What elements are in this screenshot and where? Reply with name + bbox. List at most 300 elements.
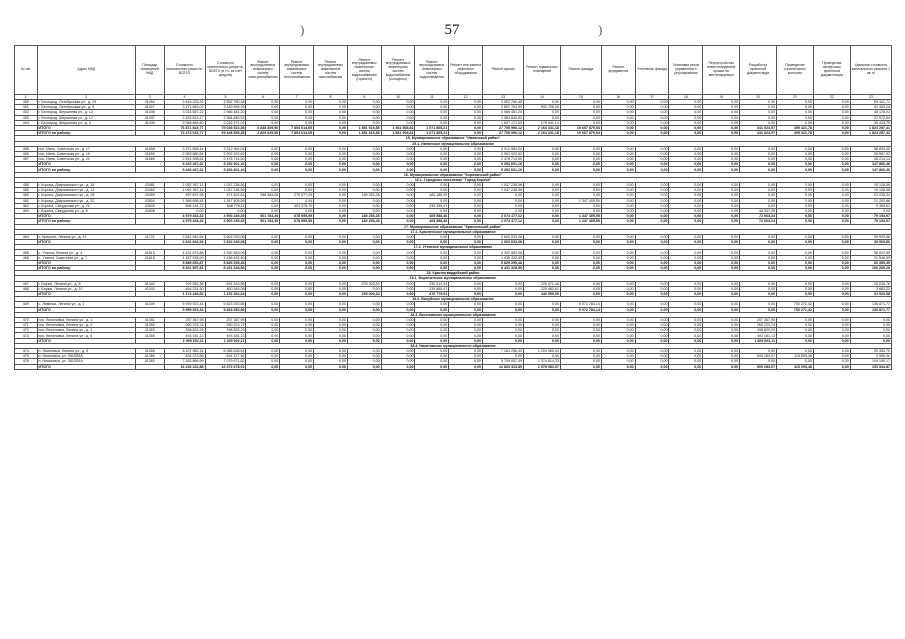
column-header: Ремонт крыши: [483, 46, 524, 95]
table-cell: 41360: [135, 359, 164, 364]
table-cell: 0,00: [635, 281, 669, 286]
table-cell: 0,00: [314, 162, 348, 167]
table-cell: 63 441,71: [850, 100, 891, 105]
table-cell: 0,00: [381, 359, 415, 364]
table-cell: 0,00: [703, 167, 740, 172]
table-cell: 0,00: [314, 338, 348, 343]
table-cell: 41658: [135, 146, 164, 151]
table-cell: 398 829,29: [740, 328, 777, 333]
table-cell: 115 093,48: [777, 364, 814, 369]
table-cell: 0,00: [813, 250, 850, 255]
table-cell: 0,00: [381, 338, 415, 343]
table-cell: 160 188,99: [415, 193, 449, 198]
table-cell: 16 072 678,01: [205, 364, 246, 369]
table-cell: 2 476 714,50: [483, 157, 524, 162]
table-cell: 0,00: [415, 162, 449, 167]
table-cell: 0,00: [740, 260, 777, 265]
table-cell: 0,00: [703, 146, 740, 151]
table-cell: 0,00: [347, 328, 381, 333]
table-cell: 3 912 964,04: [205, 146, 246, 151]
table-cell: 1 861 908,81: [381, 125, 415, 130]
table-cell: 398 829,29: [164, 328, 205, 333]
table-cell: 0,00: [449, 188, 483, 193]
table-cell: 0,00: [381, 146, 415, 151]
table-cell: 3 882,22: [850, 286, 891, 291]
table-cell: 1 368 698,45: [164, 198, 205, 203]
table-cell: 0,00: [560, 162, 601, 167]
table-cell: 0,00: [560, 115, 601, 120]
table-cell: 0,00: [280, 198, 314, 203]
table-cell: 0,00: [777, 110, 814, 115]
table-cell: 0,00: [280, 240, 314, 245]
table-cell: 0,00: [635, 359, 669, 364]
table-cell: 0,00: [703, 219, 740, 224]
table-cell: 0,00: [777, 151, 814, 156]
table-cell: 0,00: [703, 188, 740, 193]
table-cell: 0,00: [280, 302, 314, 307]
table-cell: 0,00: [381, 317, 415, 322]
table-cell: 0,00: [740, 203, 777, 208]
table-cell: 454: [15, 120, 38, 125]
table-cell: 1 374 614,33: [524, 359, 561, 364]
table-cell: ИТОГО: [37, 307, 135, 312]
table-cell: 465: [15, 250, 38, 255]
table-cell: 0,00: [813, 115, 850, 120]
table-cell: 0,00: [560, 120, 601, 125]
table-cell: 0,00: [415, 105, 449, 110]
table-cell: г. Короча, Дзержинского ул., д. 32: [37, 198, 135, 203]
column-number: 2: [37, 95, 135, 100]
table-cell: 0,00: [246, 157, 280, 162]
column-number: 8: [314, 95, 348, 100]
table-cell: 153 544,87: [850, 364, 891, 369]
table-cell: 495 421,78: [777, 125, 814, 130]
table-cell: 0,00: [524, 219, 561, 224]
table-cell: 0,00: [347, 167, 381, 172]
table-cell: 41359: [135, 354, 164, 359]
table-cell: 0,00: [314, 110, 348, 115]
table-cell: 0,00: [246, 364, 280, 369]
column-number: 14: [524, 95, 561, 100]
table-cell: 509 284,07: [740, 354, 777, 359]
table-cell: 0,00: [813, 219, 850, 224]
column-header: Ремонт подвальных помещений: [524, 46, 561, 95]
table-cell: 0,00: [381, 281, 415, 286]
table-cell: 0,00: [560, 110, 601, 115]
table-cell: 275 577,29: [280, 193, 314, 198]
table-cell: 0,00: [280, 359, 314, 364]
table-cell: 0,00: [381, 100, 415, 105]
table-cell: 0,00: [635, 208, 669, 213]
table-cell: 0,00: [703, 203, 740, 208]
table-cell: [135, 364, 164, 369]
table-cell: 0,00: [703, 255, 740, 260]
table-cell: 469: [15, 302, 38, 307]
table-cell: 0,00: [740, 151, 777, 156]
table-cell: 0,00: [703, 115, 740, 120]
table-cell: 0,00: [449, 219, 483, 224]
column-number: 19: [703, 95, 740, 100]
table-cell: г. Короча, Свердлова ул., д. 76: [37, 203, 135, 208]
table-cell: 0,00: [449, 105, 483, 110]
table-cell: 0,00: [415, 328, 449, 333]
table-cell: 750 271,42: [777, 307, 814, 312]
table-cell: 41353: [135, 328, 164, 333]
table-cell: 9 292 601,16: [205, 167, 246, 172]
table-cell: 0,00: [669, 307, 703, 312]
table-cell: 0,00: [669, 333, 703, 338]
table-cell: 41437: [135, 115, 164, 120]
table-cell: 0,00: [635, 302, 669, 307]
table-cell: 0,00: [740, 183, 777, 188]
table-cell: 0,00: [314, 250, 348, 255]
table-cell: 0,00: [601, 359, 635, 364]
column-header: Адрес МКД: [37, 46, 135, 95]
table-cell: 0,00: [449, 328, 483, 333]
table-cell: 0,00: [813, 157, 850, 162]
table-cell: 0,00: [777, 328, 814, 333]
table-cell: 0,00: [669, 286, 703, 291]
table-cell: 0,00: [560, 349, 601, 354]
table-cell: пос. Ивня, Советская ул., д. 19: [37, 151, 135, 156]
table-cell: 0,00: [669, 146, 703, 151]
table-cell: 0,00: [813, 260, 850, 265]
table-cell: 0,00: [246, 203, 280, 208]
table-cell: 0,00: [381, 333, 415, 338]
table-cell: 41343: [135, 286, 164, 291]
table-cell: 0,00: [601, 333, 635, 338]
table-cell: 0,00: [703, 281, 740, 286]
section-title: 18.2. Валуйское муниципальное образование: [15, 297, 892, 302]
table-cell: 0,00: [449, 162, 483, 167]
table-cell: 0,00: [601, 266, 635, 271]
table-cell: 0,00: [246, 359, 280, 364]
table-cell: 0,00: [560, 193, 601, 198]
table-cell: 0,00: [560, 250, 601, 255]
table-cell: 0,00: [314, 183, 348, 188]
table-cell: 0,00: [560, 317, 601, 322]
table-cell: 0,00: [560, 157, 601, 162]
table-cell: 7 854 614,65: [280, 131, 314, 136]
table-cell: 0,00: [740, 193, 777, 198]
table-cell: 15 128,58: [850, 188, 891, 193]
table-cell: 0,00: [635, 333, 669, 338]
table-body: [15, 95, 892, 370]
table-cell: пос. Веселовка, Ленина ул., д. 2: [37, 323, 135, 328]
table-cell: 0,00: [524, 193, 561, 198]
table-cell: 0,00: [703, 110, 740, 115]
column-number: 11: [415, 95, 449, 100]
table-cell: 0,00: [560, 146, 601, 151]
table-cell: 0,00: [314, 255, 348, 260]
table-cell: 398 829,29: [205, 328, 246, 333]
table-cell: 9 440 467,62: [164, 162, 205, 167]
table-cell: 471: [15, 323, 38, 328]
table-cell: 0,00: [246, 188, 280, 193]
table-cell: 0,00: [415, 307, 449, 312]
table-cell: пос. Веселовка, Ленина ул., д. 1: [37, 317, 135, 322]
table-cell: 0,00: [164, 208, 205, 213]
table-cell: 1 457 978,99: [164, 255, 205, 260]
section-title: 16. Муниципальное образование "Корочанский район": [15, 172, 892, 177]
table-cell: 1 851 615,85: [347, 125, 381, 130]
table-cell: п. Никитовка, Ленина ул., д. 5: [37, 349, 135, 354]
table-cell: 0,00: [601, 260, 635, 265]
table-cell: 0,00: [669, 349, 703, 354]
table-cell: 0,00: [813, 338, 850, 343]
table-cell: 260 223,74: [740, 323, 777, 328]
table-cell: 3 471 863,02: [164, 105, 205, 110]
table-cell: 0,00: [601, 234, 635, 239]
table-cell: 0,00: [740, 110, 777, 115]
table-cell: 0,00: [314, 105, 348, 110]
table-cell: 0,00: [635, 291, 669, 296]
table-cell: 2 602 033,08: [205, 240, 246, 245]
table-cell: 0,00: [347, 146, 381, 151]
table-cell: 0,00: [381, 234, 415, 239]
table-cell: 403 378,70: [280, 203, 314, 208]
table-cell: 341 024,97: [740, 125, 777, 130]
table-cell: 0,00: [415, 359, 449, 364]
table-cell: 0,00: [703, 323, 740, 328]
table-cell: 0,00: [280, 115, 314, 120]
table-cell: пос. Веселовка, Ленина ул., д. 3: [37, 328, 135, 333]
table-cell: 115 093,48: [777, 354, 814, 359]
table-cell: 0,00: [347, 100, 381, 105]
table-cell: 0,00: [449, 260, 483, 265]
table-cell: 0,00: [280, 349, 314, 354]
table-cell: 0,00: [560, 105, 601, 110]
table-cell: 501 784,39: [246, 214, 280, 219]
table-cell: 0,00: [449, 198, 483, 203]
table-cell: 0,00: [415, 188, 449, 193]
table-cell: 472: [15, 328, 38, 333]
table-cell: 0,00: [777, 323, 814, 328]
table-cell: 0,00: [777, 162, 814, 167]
table-cell: 0,00: [483, 323, 524, 328]
table-cell: 0,00: [415, 157, 449, 162]
table-cell: 0,00: [381, 219, 415, 224]
table-cell: 0,00: [524, 208, 561, 213]
table-cell: 0,00: [635, 240, 669, 245]
table-cell: 0,00: [381, 188, 415, 193]
table-cell: 0,00: [813, 323, 850, 328]
table-cell: 0,00: [314, 100, 348, 105]
table-cell: 239 003,32: [347, 291, 381, 296]
table-cell: 0,00: [449, 110, 483, 115]
table-cell: 0,00: [635, 286, 669, 291]
table-cell: 21 920,98: [850, 291, 891, 296]
table-cell: 0,00: [524, 260, 561, 265]
table-cell: 0,00: [601, 198, 635, 203]
table-cell: 0,00: [381, 240, 415, 245]
table-cell: 1 409 602,11: [205, 338, 246, 343]
column-header: Ремонт внутридомовых инженерных систем газоснабжения: [314, 46, 348, 95]
table-cell: 466: [15, 255, 38, 260]
table-cell: 0,00: [703, 317, 740, 322]
table-cell: 0,00: [777, 317, 814, 322]
table-cell: 8 407 982,34: [164, 349, 205, 354]
table-cell: 43505: [135, 203, 164, 208]
table-cell: 0,00: [850, 317, 891, 322]
table-cell: 0,00: [777, 183, 814, 188]
table-cell: 8 531 597,81: [164, 266, 205, 271]
table-cell: 0,00: [449, 266, 483, 271]
table-cell: 0,00: [560, 333, 601, 338]
table-cell: 0,00: [280, 286, 314, 291]
table-cell: 0,00: [381, 183, 415, 188]
table-cell: 136 871,77: [850, 307, 891, 312]
table-cell: 0,00: [246, 105, 280, 110]
table-cell: 0,00: [524, 157, 561, 162]
table-cell: 0,00: [280, 234, 314, 239]
table-cell: 0,00: [415, 323, 449, 328]
table-cell: 0,00: [449, 125, 483, 130]
table-cell: 0,00: [777, 105, 814, 110]
column-number: 13: [483, 95, 524, 100]
table-cell: 0,00: [415, 110, 449, 115]
table-cell: 9 072 784,14: [560, 302, 601, 307]
table-cell: 0,00: [347, 151, 381, 156]
section-title: 18.1. Бирюченское муниципальное образование: [15, 276, 892, 281]
table-cell: 0,00: [415, 354, 449, 359]
table-cell: 0,00: [205, 208, 246, 213]
table-cell: 0,00: [449, 354, 483, 359]
table-cell: 7 183 866,99: [164, 359, 205, 364]
table-cell: 2 641 942,94: [164, 240, 205, 245]
table-cell: 0,00: [246, 338, 280, 343]
table-cell: 1 409 602,11: [740, 338, 777, 343]
table-cell: 41351: [135, 317, 164, 322]
table-cell: 0,00: [740, 198, 777, 203]
table-cell: 0,00: [740, 307, 777, 312]
table-cell: 37 972,64: [850, 115, 891, 120]
table-cell: 0,00: [415, 317, 449, 322]
table-cell: 0,00: [635, 354, 669, 359]
table-cell: 0,00: [601, 219, 635, 224]
table-cell: 0,00: [381, 349, 415, 354]
table-cell: 1 347 405,59: [560, 214, 601, 219]
table-cell: ИТОГО: [37, 214, 135, 219]
table-cell: г. Белгород, Октябрьская ул., д. 29: [37, 100, 135, 105]
table-cell: 0,00: [777, 260, 814, 265]
table-cell: 0,00: [813, 291, 850, 296]
table-cell: 0,00: [524, 146, 561, 151]
section-title: 18. Красногвардейский район: [15, 271, 892, 276]
table-cell: 0,00: [381, 307, 415, 312]
table-cell: 709 952,36: [164, 281, 205, 286]
table-cell: 0,00: [449, 146, 483, 151]
column-number: 20: [740, 95, 777, 100]
table-cell: 0,00: [601, 255, 635, 260]
table-cell: 0,00: [777, 203, 814, 208]
table-cell: 0,00: [635, 100, 669, 105]
table-cell: 43499: [135, 193, 164, 198]
table-cell: 0,00: [381, 193, 415, 198]
table-cell: 1 347 405,59: [560, 219, 601, 224]
column-number: 7: [280, 95, 314, 100]
table-cell: 0,00: [415, 349, 449, 354]
table-cell: 0,00: [314, 146, 348, 151]
table-cell: 0,00: [635, 260, 669, 265]
table-cell: 0,00: [246, 349, 280, 354]
table-cell: 0,00: [813, 234, 850, 239]
table-cell: 0,00: [347, 338, 381, 343]
table-cell: 0,00: [635, 188, 669, 193]
table-cell: 0,00: [415, 198, 449, 203]
table-cell: 0,00: [813, 146, 850, 151]
table-cell: 0,00: [703, 100, 740, 105]
table-cell: 0,00: [246, 302, 280, 307]
table-cell: 0,00: [314, 157, 348, 162]
table-cell: 104 195,17: [850, 359, 891, 364]
table-cell: 0,00: [669, 328, 703, 333]
table-cell: 0,00: [246, 146, 280, 151]
table-cell: 0,00: [560, 208, 601, 213]
table-cell: 0,00: [669, 203, 703, 208]
table-cell: 0,00: [314, 120, 348, 125]
table-cell: 1 409 602,11: [164, 338, 205, 343]
table-cell: 0,00: [280, 157, 314, 162]
table-cell: 464: [15, 234, 38, 239]
table-cell: 43504: [135, 198, 164, 203]
table-cell: 0,00: [635, 219, 669, 224]
column-header: Ремонт внутридомовых инженерных систем теплоснабжения: [280, 46, 314, 95]
table-cell: 455: [15, 146, 38, 151]
table-cell: 41816: [135, 255, 164, 260]
table-cell: 0,00: [813, 208, 850, 213]
table-cell: 0,00: [314, 125, 348, 130]
table-cell: 0,00: [280, 188, 314, 193]
column-number: 16: [601, 95, 635, 100]
table-cell: 0,00: [347, 110, 381, 115]
table-cell: 44 337,25: [740, 208, 777, 213]
table-cell: 3 971 658,44: [164, 146, 205, 151]
table-cell: 0,00: [524, 234, 561, 239]
table-cell: 0,00: [347, 302, 381, 307]
table-cell: 0,00: [280, 354, 314, 359]
table-cell: 2 164 341,18: [524, 125, 561, 130]
table-cell: 21 546,59: [850, 255, 891, 260]
table-cell: 0,00: [850, 328, 891, 333]
table-cell: 0,00: [449, 214, 483, 219]
section-title: 18.4. Никитовское муниципальное образование: [15, 343, 892, 348]
table-cell: 456: [15, 151, 38, 156]
table-cell: 43482: [135, 188, 164, 193]
table-cell: 0,00: [740, 250, 777, 255]
table-cell: 0,00: [246, 151, 280, 156]
column-header: Утепление фасада: [635, 46, 669, 95]
table-cell: 0,00: [813, 105, 850, 110]
table-cell: 0,00: [703, 162, 740, 167]
table-cell: 1 347 405,59: [560, 198, 601, 203]
table-cell: 0,00: [381, 105, 415, 110]
section-title: 17.1. Красненское муниципальное образование: [15, 229, 892, 234]
table-cell: 7 079 671,82: [205, 359, 246, 364]
table-cell: 0,00: [740, 100, 777, 105]
table-cell: 0,00: [560, 260, 601, 265]
table-cell: 452: [15, 110, 38, 115]
table-cell: 0,00: [850, 323, 891, 328]
table-cell: с. Утянка, Советская ул., д. 7: [37, 255, 135, 260]
table-cell: 0,00: [314, 302, 348, 307]
table-cell: 0,00: [740, 146, 777, 151]
table-cell: 0,00: [635, 203, 669, 208]
table-cell: 39 909,86: [850, 240, 891, 245]
table-cell: 0,00: [246, 115, 280, 120]
table-cell: 0,00: [347, 354, 381, 359]
table-cell: 0,00: [703, 250, 740, 255]
